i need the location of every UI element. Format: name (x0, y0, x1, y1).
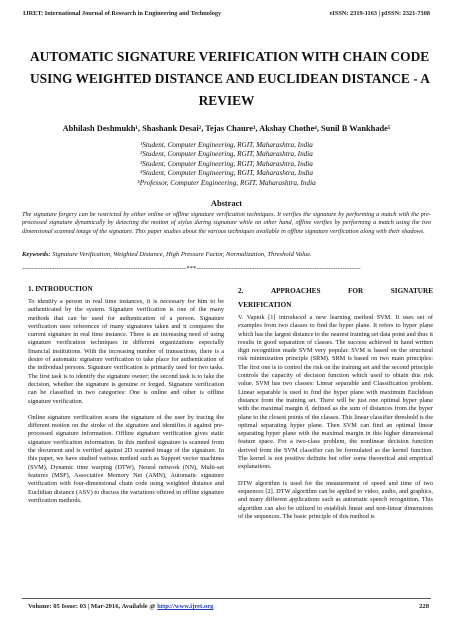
right-column (238, 284, 433, 529)
paper-title (30, 46, 430, 112)
volume-info: Volume: 05 Issue: 03 | Mar-2016, Available @ (28, 603, 158, 610)
affiliation: ⁴Student, Computer Engineering, RGIT, Maharashtra, India (139, 169, 314, 178)
title-line-3: REVIEW (198, 93, 255, 108)
section-2-paragraph-1: V. Vapnik [1] introduced a new learning method SVM. It uses set of examples from two classes to find the hyper plane. It refers to hyper plane which has the largest distance to the nearest training set data point and thus it results in good separation of classes. The success achieved in hand written digit recognition made SVM very popular. SVM is based on the structural risk minimization principle (SRM). SRM is based on two main principles: The first one is to control the risk on the training set and the second principle controls the capacity of decision function which used to obtain this risk value. SVM has two classes: Linear separable and Classification problem. Linear separable is used to find the hyper plane with maximum Euclidean distance from the training set. There will be just one optimal hyper plane with the maximal margin d, defined as the sum of distances from the hyper plane to the closest points of the classes. This linear classifier threshold is the optimal separating hyper plane. Then SVM can find an optimal linear separating hyper plane with the maximal margin in this higher dimensional feature space. For a two-class problem, the nonlinear decision function derived from the SVM classifier can be formulated as the kernel function. The kernel is not positive definite but offer some theoretical and empirical explanations. (238, 314, 433, 471)
section-2-word-1: APPROACHES (270, 287, 321, 295)
affiliations (40, 141, 413, 188)
title-line-2: USING WEIGHTED DISTANCE AND EUCLIDEAN DISTANCE - A (30, 71, 430, 86)
section-2-word-2: FOR (348, 287, 364, 295)
page-number: 228 (419, 603, 429, 610)
section-separator: -----------------------------------------------------------------------***----------------------------------------------------------------------- (22, 265, 361, 272)
section-2-paragraph-2: DTW algorithm is used for the measurement of speed and time of two sequences [2]. DTW algorithm can be applied to video, audio, and graphics, and many different applications such as automatic speech recognition. This algorithm can also be utilized to establish linear and non-linear dimensions of the sequences. The basic principle of this method is (238, 479, 433, 520)
footer-volume (28, 603, 213, 610)
section-1-paragraph-1: To identify a person in real time instances, it is necessary for him to be authenticated by the system. Signature verification is one of the many methods that can be used for authentication of a person. Signature verification uses references of many signatures taken and it compares the current signature in real time instance. There is an increasing need of using signature verification techniques in different organizations especially financial institutions. With the increasing number of transactions, there is a desire of automatic signature verification to take place for authentication of the individual persons. Signature verification is primarily used for two tasks. The first task is to identify the signature owner; the second task is to take the decision, whether the signature is genuine or forged. Signature verification can be classified in two categories: One is online and other is offline signature verification. (28, 298, 224, 405)
section-2-heading (238, 284, 433, 312)
section-2-number: 2. (238, 287, 244, 295)
footer-divider (22, 598, 431, 599)
abstract-text: The signature forgery can be restricted by either online or offline signature verification techniques. It verifies the signature by performing a match with the pre-processed signature dynamically by detecting the motion of stylus during signature while on other hand, offline verifies by performing a match using the two dimensional scanned image of the signature. This paper studies about the various techniques available in offline signature verification along with their shadows. (22, 211, 431, 235)
section-2-word-3: SIGNATURE (390, 287, 433, 295)
author-list: Abhilash Deshmukh¹, Shashank Desai², Tejas Chaure³, Akshay Chothe⁴, Sunil B Wankhade⁵ (62, 124, 391, 133)
title-line-1: AUTOMATIC SIGNATURE VERIFICATION WITH CHAIN CODE (30, 49, 430, 64)
page-footer (28, 603, 429, 610)
keywords (22, 251, 431, 259)
journal-url-link[interactable]: http://www.ijret.org (157, 603, 214, 610)
section-1-heading: 1. INTRODUCTION (28, 285, 93, 293)
running-header (23, 10, 430, 17)
issn: eISSN: 2319-1163 | pISSN: 2321-7308 (329, 10, 430, 17)
affiliation: ⁵Professor, Computer Engineering, RGIT, Maharashtra, India (137, 178, 316, 187)
affiliation: ²Student, Computer Engineering, RGIT, Maharashtra, India (140, 150, 313, 159)
left-column (28, 284, 224, 513)
keywords-label: Keywords: (22, 251, 51, 258)
affiliation: ¹Student, Computer Engineering, RGIT, Maharashtra, India (140, 141, 313, 149)
keywords-text: Signature Verification, Weighted Distance, High Pressure Factor, Normalization, Threshold Value. (50, 251, 312, 258)
section-1-paragraph-2: Online signature verification scans the signature of the user by tracing the different motion on the stroke of the signature and identifies it against pre-processed signature information. Offline signature verification gives static signature verification information. In this method signature is scanned from the document and is verified against 2D scanned image of the signature. In this paper, we have studied various method such as Support vector machines (SVM), Dynamic time warping (DTW), Neural network (NN), Multi-set features (MSF), Associative Memory Net (AMN), Automatic signature verification with four-dimensional chain code using weighted distance and Euclidian distance (ASV) to discuss the variations offered in offline signature verification methods. (28, 413, 224, 504)
abstract-heading: Abstract (210, 199, 243, 208)
section-2-word-4: VERIFICATION (238, 301, 292, 309)
journal-name: IJRET: International Journal of Research in Engineering and Technology (23, 10, 222, 17)
affiliation: ³Student, Computer Engineering, RGIT, Maharashtra, India (140, 159, 313, 168)
